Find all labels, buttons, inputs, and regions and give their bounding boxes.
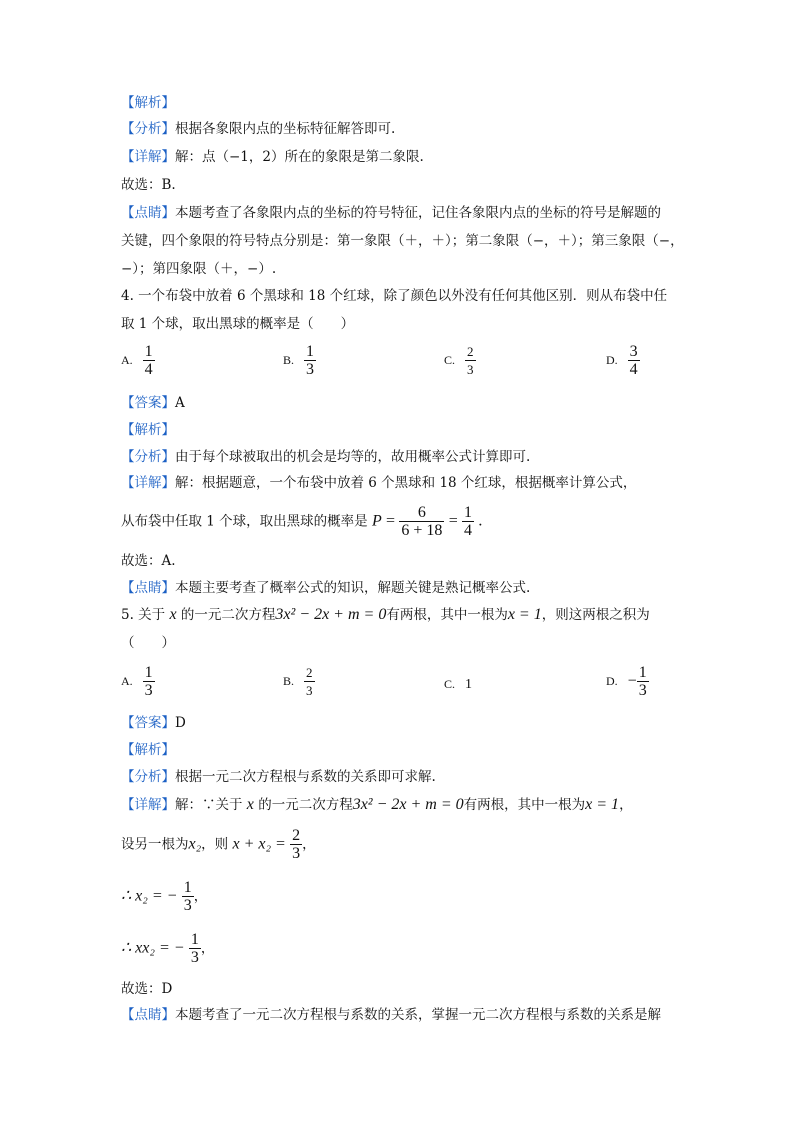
q4-xiangjie-line-2 [121, 503, 482, 540]
q4-dianjing-text: 本题主要考查了概率公式的知识，解题关键是熟记概率公式. [175, 580, 531, 596]
numerator: 1 [638, 664, 647, 681]
step3-fraction [189, 931, 201, 966]
q3-dianjing-text-1: 本题考查了各象限内点的坐标的符号特征，记住各象限内点的坐标的符号是解题的 [175, 205, 661, 221]
q5-dianjing [121, 1006, 661, 1024]
q4-jiexi-heading: 【解析】 [121, 422, 175, 438]
numerator: 1 [144, 664, 153, 681]
q5-step-2 [121, 878, 207, 915]
q5-stem-b: 的一元二次方程 [180, 607, 276, 623]
q5-stem-a: 5. 关于 [121, 607, 166, 623]
q4-option-a [121, 343, 155, 378]
option-fraction [465, 343, 476, 378]
denominator: 3 [306, 683, 313, 698]
step1-fraction [290, 827, 302, 862]
equation: 3x² − 2x + m = 0 [352, 796, 464, 813]
denominator: 6 + 18 [401, 522, 443, 539]
option-label: A. [121, 674, 133, 688]
q4-option-b [283, 343, 316, 378]
step1-end: ， [302, 836, 316, 853]
q5-fenxi [121, 768, 436, 786]
option-label: B. [283, 674, 295, 688]
q5-dianjing-text: 本题考查了一元二次方程根与系数的关系，掌握一元二次方程根与系数的关系是解 [175, 1007, 661, 1023]
fenxi-tag: 【分析】 [121, 769, 175, 785]
equals-sign: = [448, 512, 458, 530]
q3-dianjing-text-3: −）；第四象限（＋，−）. [121, 261, 277, 277]
numerator: 6 [399, 504, 444, 522]
option-label: D. [606, 353, 618, 367]
q5-jiexi-heading: 【解析】 [121, 742, 175, 758]
q5-guxuan: 故选：D [121, 981, 173, 997]
option-fraction [143, 343, 155, 378]
step3-end: ， [200, 940, 215, 957]
q4-fenxi-text: 由于每个球被取出的机会是均等的，故用概率公式计算即可. [175, 449, 531, 465]
q3-dianjing [121, 204, 661, 222]
option-fraction [304, 343, 316, 378]
q4-dianjing [121, 579, 530, 597]
q4-answer [121, 394, 185, 412]
denominator: 3 [467, 362, 474, 377]
q3-dianjing-text-2: 关键，四个象限的符号特点分别是：第一象限（＋，＋）；第二象限（−，＋）；第三象限（−， [121, 233, 684, 249]
q4-guxuan: 故选：A. [121, 553, 176, 569]
numerator: 1 [183, 879, 192, 896]
answer-tag: 【答案】 [121, 715, 175, 731]
q3-fenxi-text: 根据各象限内点的坐标特征解答即可. [175, 121, 396, 137]
q5-xiangjie-d: ， [619, 797, 633, 813]
option-label: B. [283, 353, 295, 367]
fenxi-tag: 【分析】 [121, 449, 175, 465]
denominator: 4 [629, 361, 638, 378]
option-fraction [143, 664, 155, 699]
q5-answer [121, 714, 186, 732]
denominator: 3 [306, 361, 315, 378]
dianjing-tag: 【点睛】 [121, 205, 175, 221]
equation: 3x² − 2x + m = 0 [275, 606, 387, 623]
q3-jiexi-heading: 【解析】 [121, 95, 175, 111]
answer-tag: 【答案】 [121, 395, 175, 411]
dianjing-tag: 【点睛】 [121, 580, 175, 596]
q3-xiangjie [121, 148, 424, 166]
q5-step-1 [121, 826, 316, 863]
option-label: D. [606, 674, 618, 688]
prob-fraction-1 [399, 504, 444, 539]
step1-text-b: ，则 [201, 836, 229, 853]
q5-xiangjie-a: 解：∵关于 [175, 797, 243, 813]
step2-fraction [182, 879, 194, 914]
q5-stem-c: 有两根，其中一根为 [386, 607, 508, 623]
prob-fraction-2 [462, 504, 474, 539]
q4-fenxi [121, 448, 530, 466]
step2-end: ， [193, 888, 208, 905]
var-x: x [169, 606, 177, 623]
q4-xiangjie-text-1: 解：根据题意，一个布袋中放着 6 个黑球和 18 个红球，根据概率计算公式， [175, 475, 637, 491]
root: x = 1 [507, 606, 542, 623]
q5-option-b [283, 664, 315, 699]
option-fraction [628, 343, 640, 378]
dianjing-tag: 【点睛】 [121, 1007, 175, 1023]
q5-fenxi-text: 根据一元二次方程根与系数的关系即可求解. [175, 769, 436, 785]
minus-sign: − [627, 672, 637, 690]
option-label: C. [444, 353, 456, 367]
q4-stem-2: 取 1 个球，取出黑球的概率是（ ） [121, 316, 355, 332]
q5-option-a [121, 664, 155, 699]
numerator: 2 [292, 827, 301, 844]
q4-xiangjie-text-2: 从布袋中任取 1 个球，取出黑球的概率是 [121, 513, 368, 530]
numerator: 1 [306, 343, 315, 360]
numerator: 2 [467, 344, 474, 359]
option-value: 1 [465, 677, 473, 692]
step3-lhs: ∴ xx₂ = − [121, 939, 185, 957]
period: . [478, 512, 483, 530]
var-x: x [246, 796, 254, 813]
step1-lhs: x + x₂ = [232, 835, 286, 853]
denominator: 3 [292, 845, 301, 862]
q5-stem-1 [121, 606, 650, 624]
step1-text-a: 设另一根为 [121, 836, 189, 853]
q5-xiangjie-c: 有两根，其中一根为 [463, 797, 586, 813]
numerator: 1 [464, 504, 473, 521]
option-label: A. [121, 353, 133, 367]
numerator: 2 [306, 665, 313, 680]
q5-xiangjie [121, 796, 633, 814]
numerator: 1 [144, 343, 153, 360]
numerator: 1 [190, 931, 199, 948]
root: x = 1 [585, 796, 620, 813]
q5-xiangjie-b: 的一元二次方程 [258, 797, 353, 813]
q4-answer-value: A [175, 395, 185, 411]
q4-option-c [444, 343, 476, 378]
option-fraction [637, 664, 649, 699]
option-label: C. [444, 677, 456, 691]
xiangjie-tag: 【详解】 [121, 149, 175, 165]
q5-stem-2: （ ） [121, 635, 175, 651]
q3-fenxi [121, 120, 395, 138]
q5-option-d [606, 664, 649, 699]
var-x2: x₂ [188, 835, 202, 853]
denominator: 3 [183, 897, 192, 914]
denominator: 3 [190, 949, 199, 966]
q5-option-c [444, 676, 472, 693]
option-fraction [304, 664, 315, 699]
xiangjie-tag: 【详解】 [121, 797, 175, 813]
q4-stem-1: 4. 一个布袋中放着 6 个黑球和 18 个红球，除了颜色以外没有任何其他区别．则从布袋中任 [121, 288, 668, 304]
denominator: 4 [464, 522, 473, 539]
fenxi-tag: 【分析】 [121, 121, 175, 137]
denominator: 3 [638, 682, 647, 699]
equals-sign: = [386, 512, 396, 530]
step2-lhs: ∴ x₂ = − [121, 887, 178, 905]
denominator: 3 [144, 682, 153, 699]
q3-xiangjie-text: 解：点（−1，2）所在的象限是第二象限. [175, 149, 424, 165]
q5-answer-value: D [175, 715, 186, 731]
q4-option-d [606, 343, 640, 378]
q4-xiangjie [121, 474, 636, 492]
q5-step-3 [121, 930, 214, 967]
numerator: 3 [629, 343, 638, 360]
denominator: 4 [144, 361, 153, 378]
prob-symbol: P [371, 512, 382, 530]
q3-guxuan: 故选：B. [121, 177, 176, 193]
xiangjie-tag: 【详解】 [121, 475, 175, 491]
q5-stem-d: ，则这两根之积为 [541, 607, 650, 623]
